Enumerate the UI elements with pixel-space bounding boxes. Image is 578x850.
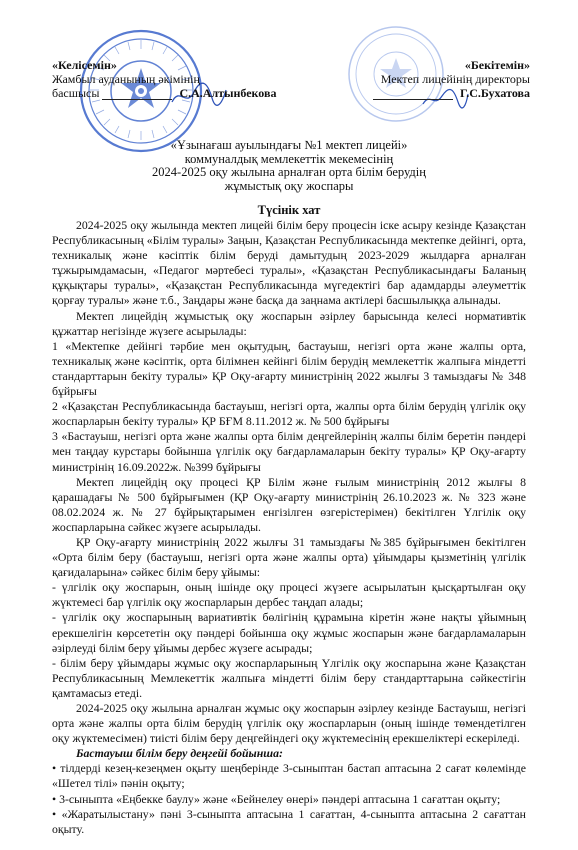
normative-item: 3 «Бастауыш, негізгі орта және жалпы орта білім деңгейлерінің жалпы білім беретін пәндері мен таңдау курстары бойынша үлгілік оқу бағдарламаларын бекіту туралы» ҚР Оқу-ағарту министрінің 16.09.2022ж. №399 бұйрығы [52,429,526,474]
primary-level-heading: Бастауыш білім беру деңгейі бойынша: [76,746,283,761]
bullet-item: • тілдерді кезең-кезеңмен оқыту шеңберінде 3-сыныптан бастап аптасына 2 сағат көлемінде «Шетел тілі» пәнін оқыту; [52,761,526,791]
agree-position-line2 [52,86,302,100]
dash-item: - үлгілік оқу жоспарын, оның ішінде оқу процесі жүзеге асырылатын қысқартылған оқу жүктемесі бар үлгілік оқу жоспарларын дербес таңдап алады; [52,580,526,610]
section-heading: Түсінік хат [257,203,321,217]
signature-line [102,89,172,100]
paragraph: Мектеп лицейдің оқу процесі ҚР Білім және ғылым министрінің 2012 жылғы 8 қарашадағы № 500 бұйрығымен (ҚР Оқу-ағарту министрінің 26.10.2023 ж. № 323 және 08.02.2024 ж. № 27 бұйрықтарымен енгізілген өзгерістерімен) бекітілген Үлгілік оқу жоспарларына сәйкес жүзеге асырылады. [52,474,526,534]
agree-title: «Келісемін» [52,58,117,72]
document-title [60,139,518,193]
normative-item: 2 «Қазақстан Республикасында бастауыш, негізгі орта, жалпы орта білім берудің үлгілік оқу жоспарларын бекіту туралы» ҚР БҒМ 8.11.2012 ж. № 500 бұйрығы [52,399,526,429]
dash-item: - білім беру ұйымдары жұмыс оқу жоспарларының Үлгілік оқу жоспарына және Қазақстан Республикасының Мемлекеттік жалпыға міндетті білім беру стандарттарына сәйкестігін қамтамасыз етеді. [52,655,526,700]
bullet-item: • «Жаратылыстану» пәні 3-сыныпта аптасына 1 сағаттан, 4-сыныпта аптасына 2 сағаттан оқыту. [52,806,526,836]
agree-position-text: басшысы [52,86,100,100]
bullet-item: • 3-сыныпта «Еңбекке баулу» және «Бейнелеу өнері» пәндері аптасына 1 сағаттан оқыту; [52,791,501,806]
title-line-3: 2024-2025 оқу жылына арналған орта білім берудің [152,165,426,179]
approval-block-left [52,58,302,100]
signature-line [373,89,453,100]
paragraph: 2024-2025 оқу жылында мектеп лицейі білім беру процесін іске асыру кезінде Қазақстан Республикасының «Білім туралы» Заңын, Қазақстан Республикасында мектепке дейінгі, орта, техникалық және кәсіптік білім беруді дамытудың 2023-2029 жылдарға арналған тұжырымдамасын, «Педагог мәртебесі туралы», «Қазақстан Республикасындағы Баланың құқықтары туралы», «Қазақстан Республикасында мүгедектігі бар адамдарды әлеуметтік қорғау туралы» және т.б., Заңдары және басқа да заңнама актілері басшылыққа алынады. [52,218,526,308]
approve-title: «Бекітемін» [464,58,530,72]
approve-signature-row [360,86,530,100]
dash-item: - үлгілік оқу жоспарының вариативтік бөлігінің құрамына кіретін және нақты ұйымның ерекшелігін көрсететін оқу пәндері бойынша оқу жұмыс жоспарын және бағдарламаларын әзірлеуді білім беру ұйымы дербес жүзеге асырады; [52,610,526,655]
title-line-1: «Ұзынағаш ауылындағы №1 мектеп лицейі» [170,138,408,152]
approval-block-right [360,58,530,100]
approve-position: Мектеп лицейінің директоры [380,72,530,86]
title-line-2: коммуналдық мемлекеттік мекемесінің [184,151,394,166]
document-body [52,218,526,837]
title-line-4: жұмыстық оқу жоспары [224,178,354,193]
agree-signatory-name: С.А.Алтынбекова [179,86,277,100]
paragraph: 2024-2025 оқу жылына арналған жұмыс оқу жоспарын әзірлеу кезінде Бастауыш, негізгі орта және жалпы орта білім берудің үлгілік оқу жоспарларын (оның ішінде төмендетілген оқу жүктемесімен) тиісті білім беру деңгейіндегі оқу жүктемесінің ерекшеліктері ескеріледі. [52,701,526,746]
approve-signatory-name: Г.С.Бухатова [459,86,530,100]
agree-position-line1: Жамбыл ауданының әкімінің [52,72,200,86]
normative-item: 1 «Мектепке дейінгі тәрбие мен оқытудың, бастауыш, негізгі орта және жалпы орта, техникалық және кәсіптік, орта білімнен кейінгі білім берудің мемлекеттік жалпыға міндетті стандарттарын бекіту туралы» ҚР Оқу-ағарту министрінің 2022 жылғы 3 тамыздағы № 348 бұйрығы [52,338,526,399]
paragraph: ҚР Оқу-ағарту министрінің 2022 жылғы 31 тамыздағы №385 бұйрығымен бекітілген «Орта білім беру (бастауыш, негізгі орта және жалпы орта) ұйымдары қызметінің үлгілік қағидаларына» сәйкес білім беру ұйымы: [52,534,526,580]
paragraph: Мектеп лицейдің жұмыстық оқу жоспарын әзірлеу барысында келесі нормативтік құжаттар негізінде жүзеге асырылады: [52,308,526,338]
